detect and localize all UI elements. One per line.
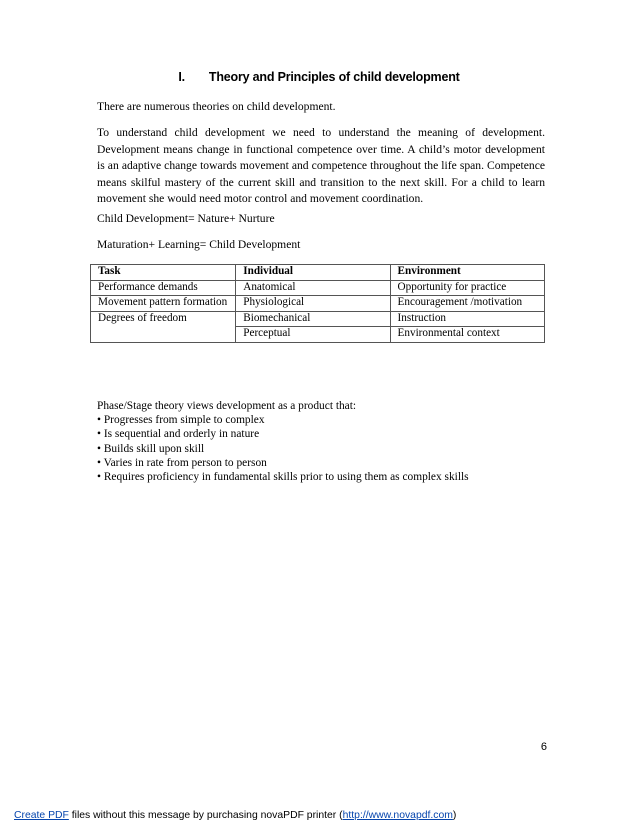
novapdf-link[interactable]: http://www.novapdf.com [342, 810, 453, 821]
table-cell: Instruction [390, 311, 544, 327]
phase-theory-intro: Phase/Stage theory views development as a product that: [97, 400, 357, 412]
table-cell: Encouragement /motivation [390, 296, 544, 312]
list-item: • Builds skill upon skill [97, 442, 205, 455]
table-row [91, 311, 545, 327]
footer-text: files without this message by purchasing novaPDF printer ( [68, 810, 343, 821]
equation-maturation-learning: Maturation+ Learning= Child Development [97, 238, 301, 251]
pdf-footer [14, 810, 456, 821]
list-item: • Is sequential and orderly in nature [97, 428, 260, 441]
list-item: • Requires proficiency in fundamental skills prior to using them as complex skills [97, 471, 469, 484]
section-number: I. [178, 70, 185, 84]
table-cell: Opportunity for practice [390, 280, 544, 296]
table-row [91, 327, 545, 343]
list-item: • Varies in rate from person to person [97, 456, 267, 469]
table-header-row [91, 265, 545, 281]
table-cell [91, 327, 236, 343]
table-cell: Biomechanical [236, 311, 390, 327]
development-paragraph: To understand child development we need to understand the meaning of development. Development means change in functional competence over time. A child’s motor development is an adaptive change towards movement and competence throughout the life span. Competence means skilful mastery of the current skill and transition to the next skill. For a child to learn movement she would need motor control and movement coordination. [97, 126, 545, 205]
table-cell: Environmental context [390, 327, 544, 343]
equation-nature-nurture: Child Development= Nature+ Nurture [97, 212, 275, 225]
table-cell: Movement pattern formation [91, 296, 236, 312]
intro-paragraph: There are numerous theories on child development. [97, 100, 336, 113]
header-task: Task [91, 265, 236, 281]
page-number: 6 [540, 741, 547, 753]
list-item: • Progresses from simple to complex [97, 414, 265, 427]
section-heading [0, 70, 638, 84]
table-cell: Physiological [236, 296, 390, 312]
create-pdf-link[interactable]: Create PDF [14, 810, 69, 821]
table-cell: Performance demands [91, 280, 236, 296]
table-row [91, 280, 545, 296]
constraints-table [90, 264, 545, 343]
table-cell: Anatomical [236, 280, 390, 296]
phase-theory-list [97, 399, 557, 484]
table-cell: Perceptual [236, 327, 390, 343]
section-title: Theory and Principles of child development [208, 70, 460, 84]
table-row [91, 296, 545, 312]
footer-text-end: ) [452, 810, 457, 821]
header-environment: Environment [390, 265, 544, 281]
header-individual: Individual [236, 265, 390, 281]
table-cell: Degrees of freedom [91, 311, 236, 327]
